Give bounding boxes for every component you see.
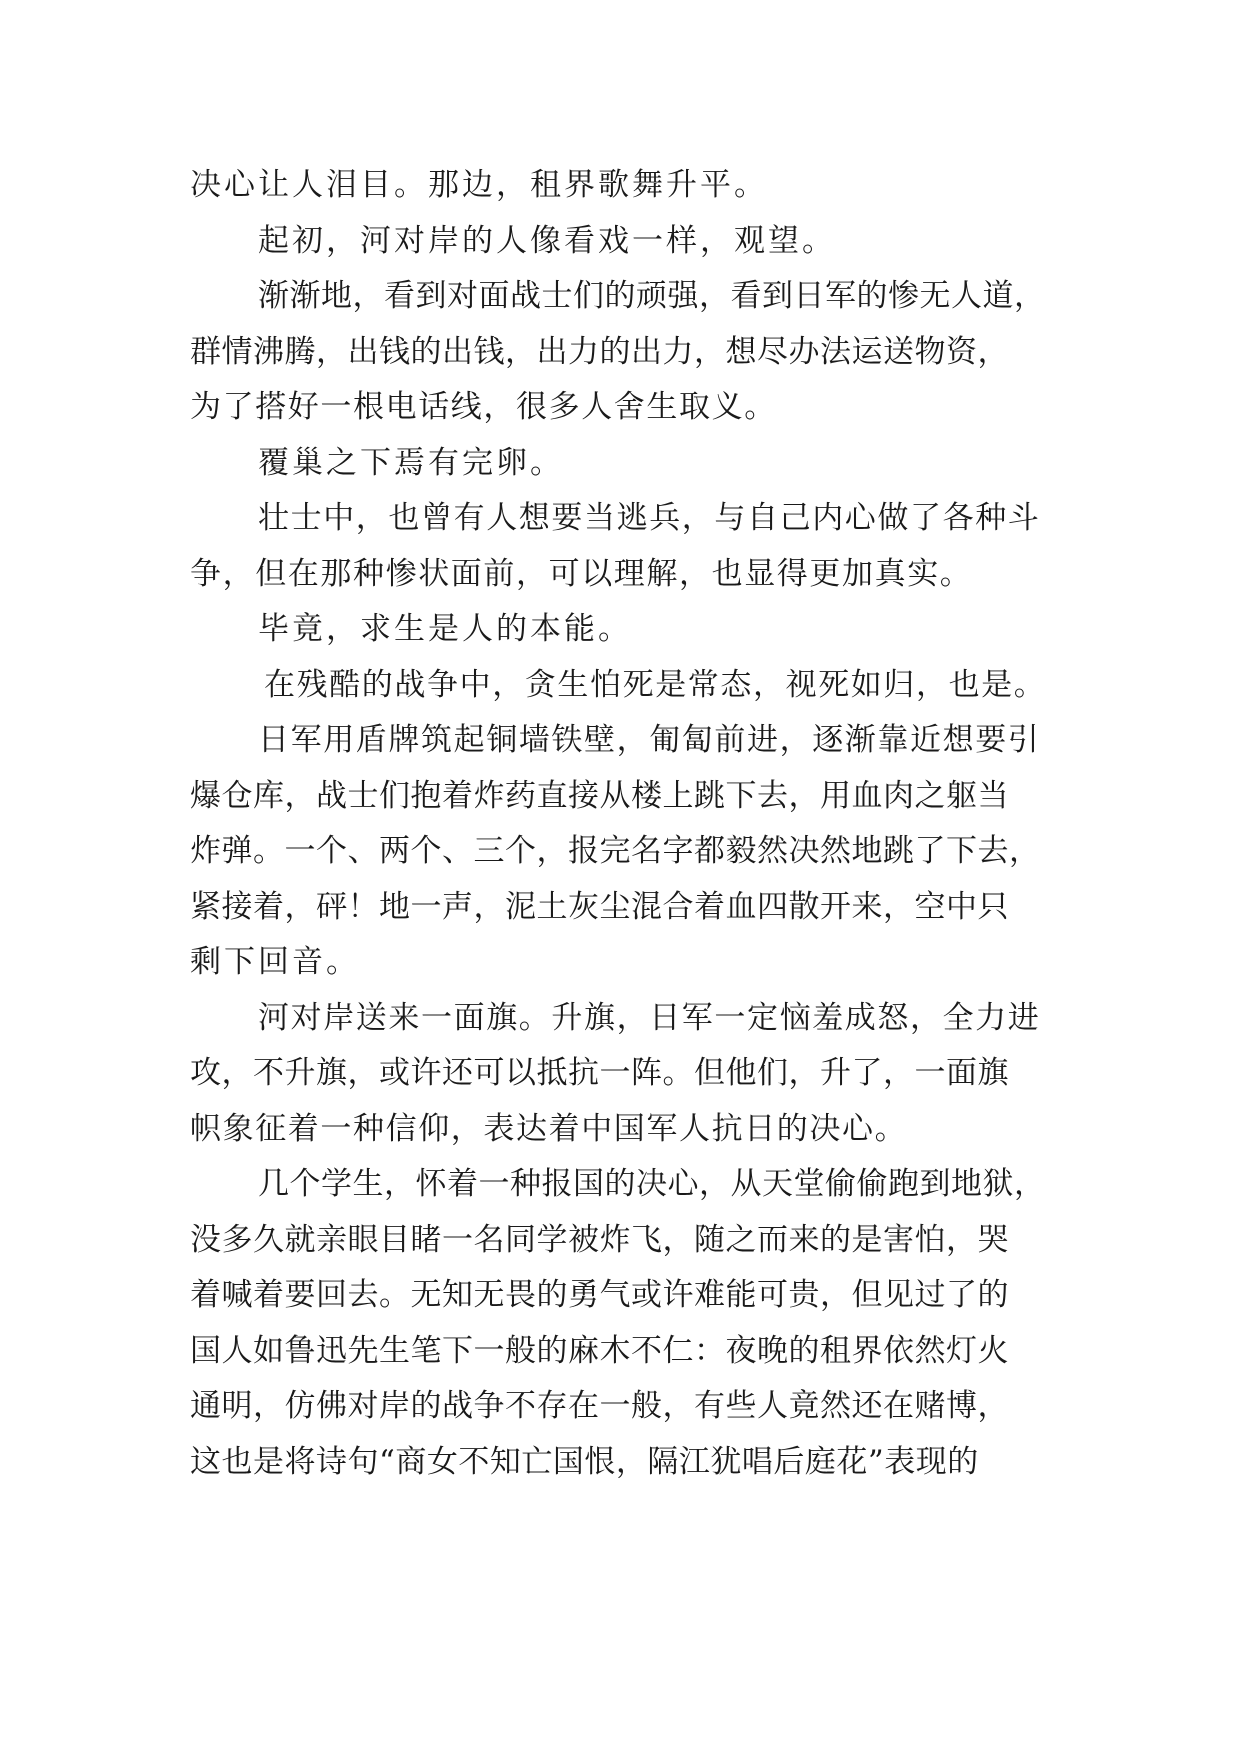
text-line: 起初，河对岸的人像看戏一样，观望。 [258,222,836,259]
text-line: 日军用盾牌筑起铜墙铁壁，匍匐前进，逐渐靠近想要引 [258,722,1041,758]
text-line: 国人如鲁迅先生笔下一般的麻木不仁：夜晚的租界依然灯火 [190,1332,1009,1369]
text-line: 在残酷的战争中，贪生怕死是常态，视死如归，也是。 [264,666,1047,703]
text-line: 炸弹。一个、两个、三个，报完名字都毅然决然地跳了下去， [190,833,1041,869]
article-body [190,158,1070,1490]
text-line: 攻，不升旗，或许还可以抵抗一阵。但他们，升了，一面旗 [190,1055,1009,1091]
text-line: 通明，仿佛对岸的战争不存在一般，有些人竟然还在赌博， [190,1388,1009,1424]
text-line: 渐渐地，看到对面战士们的顽强，看到日军的惨无人道， [258,278,1046,314]
text-line: 为了搭好一根电话线，很多人舍生取义。 [190,389,777,425]
text-line: 紧接着，砰！地一声，泥土灰尘混合着血四散开来，空中只 [190,888,1009,925]
text-line: 没多久就亲眼目睹一名同学被炸飞，随之而来的是害怕，哭 [190,1221,1009,1258]
text-line: 决心让人泪目。那边，租界歌舞升平。 [190,167,768,203]
text-line: 毕竟，求生是人的本能。 [258,611,632,647]
text-line: 剩下回音。 [190,944,360,980]
text-line: 河对岸送来一面旗。升旗，日军一定恼羞成怒，全力进 [258,999,1041,1036]
text-line: 着喊着要回去。无知无畏的勇气或许难能可贵，但见过了的 [190,1277,1009,1313]
text-line: 这也是将诗句“商女不知亡国恨，隔江犹唱后庭花”表现的 [190,1443,979,1480]
text-line: 群情沸腾，出钱的出钱，出力的出力，想尽办法运送物资， [190,333,1009,370]
text-line: 几个学生，怀着一种报国的决心，从天堂偷偷跑到地狱， [258,1166,1046,1202]
text-line: 覆巢之下焉有完卵。 [258,444,564,481]
text-line: 帜象征着一种信仰，表达着中国军人抗日的决心。 [190,1110,908,1147]
text-line: 壮士中，也曾有人想要当逃兵，与自己内心做了各种斗 [258,500,1041,536]
text-line: 争，但在那种惨状面前，可以理解，也显得更加真实。 [190,555,973,592]
text-line: 爆仓库，战士们抱着炸药直接从楼上跳下去，用血肉之躯当 [190,777,1009,814]
